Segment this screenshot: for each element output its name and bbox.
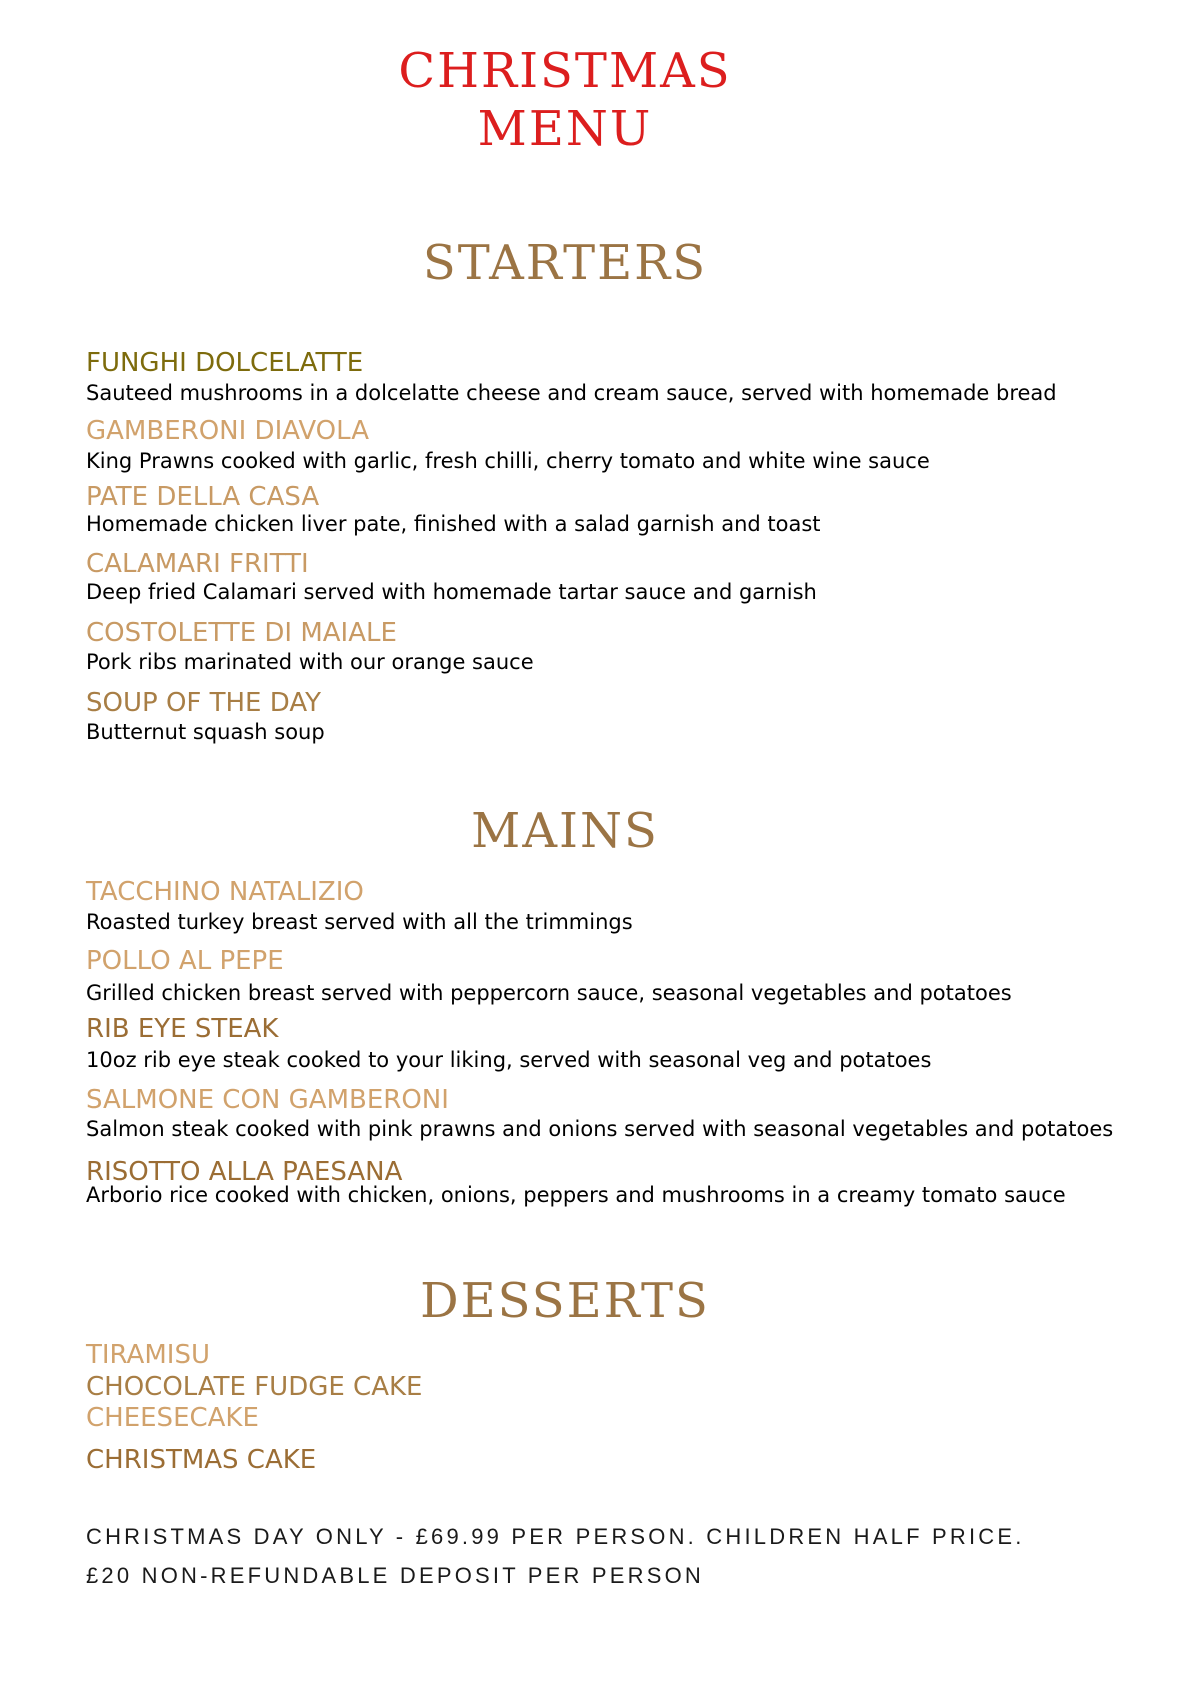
menu-title-line-2: MENU: [477, 101, 653, 157]
main-name-1: TACCHINO NATALIZIO: [86, 877, 364, 907]
starter-description-3: Homemade chicken liver pate, finished with a salad garnish and toast: [86, 512, 821, 536]
main-description-5: Arborio rice cooked with chicken, onions, peppers and mushrooms in a creamy tomato sauce: [86, 1183, 1066, 1207]
main-name-5: RISOTTO ALLA PAESANA: [86, 1157, 403, 1187]
starter-description-1: Sauteed mushrooms in a dolcelatte cheese and cream sauce, served with homemade bread: [86, 381, 1057, 405]
main-description-2: Grilled chicken breast served with peppercorn sauce, seasonal vegetables and potatoes: [86, 981, 1012, 1005]
starter-description-5: Pork ribs marinated with our orange sauce: [86, 650, 534, 674]
main-description-1: Roasted turkey breast served with all the trimmings: [86, 910, 633, 934]
main-name-4: SALMONE CON GAMBERONI: [86, 1085, 449, 1115]
deposit-note: £20 NON-REFUNDABLE DEPOSIT PER PERSON: [86, 1563, 705, 1588]
main-description-3: 10oz rib eye steak cooked to your liking, served with seasonal veg and potatoes: [86, 1048, 932, 1072]
dessert-name-4: CHRISTMAS CAKE: [86, 1445, 317, 1475]
price-note: CHRISTMAS DAY ONLY - £69.99 PER PERSON. CHILDREN HALF PRICE.: [86, 1524, 1025, 1549]
dessert-name-1: TIRAMISU: [86, 1340, 210, 1370]
starter-name-4: CALAMARI FRITTI: [86, 549, 309, 579]
main-description-4: Salmon steak cooked with pink prawns and onions served with seasonal vegetables and potatoes: [86, 1117, 1114, 1141]
dessert-name-3: CHEESECAKE: [86, 1403, 259, 1433]
main-name-2: POLLO AL PEPE: [86, 946, 284, 976]
starter-name-2: GAMBERONI DIAVOLA: [86, 416, 370, 446]
starter-description-6: Butternut squash soup: [86, 720, 325, 744]
starter-name-5: COSTOLETTE DI MAIALE: [86, 618, 397, 648]
menu-title-line-1: CHRISTMAS: [398, 43, 732, 99]
starter-description-4: Deep fried Calamari served with homemade tartar sauce and garnish: [86, 580, 817, 604]
starter-name-6: SOUP OF THE DAY: [86, 688, 321, 718]
desserts-heading: DESSERTS: [420, 1273, 710, 1329]
dessert-name-2: CHOCOLATE FUDGE CAKE: [86, 1372, 423, 1402]
starter-name-1: FUNGHI DOLCELATTE: [86, 348, 364, 378]
starters-heading: STARTERS: [422, 235, 708, 291]
starter-description-2: King Prawns cooked with garlic, fresh chilli, cherry tomato and white wine sauce: [86, 449, 930, 473]
starter-name-3: PATE DELLA CASA: [86, 482, 320, 512]
main-name-3: RIB EYE STEAK: [86, 1014, 279, 1044]
mains-heading: MAINS: [471, 803, 659, 859]
